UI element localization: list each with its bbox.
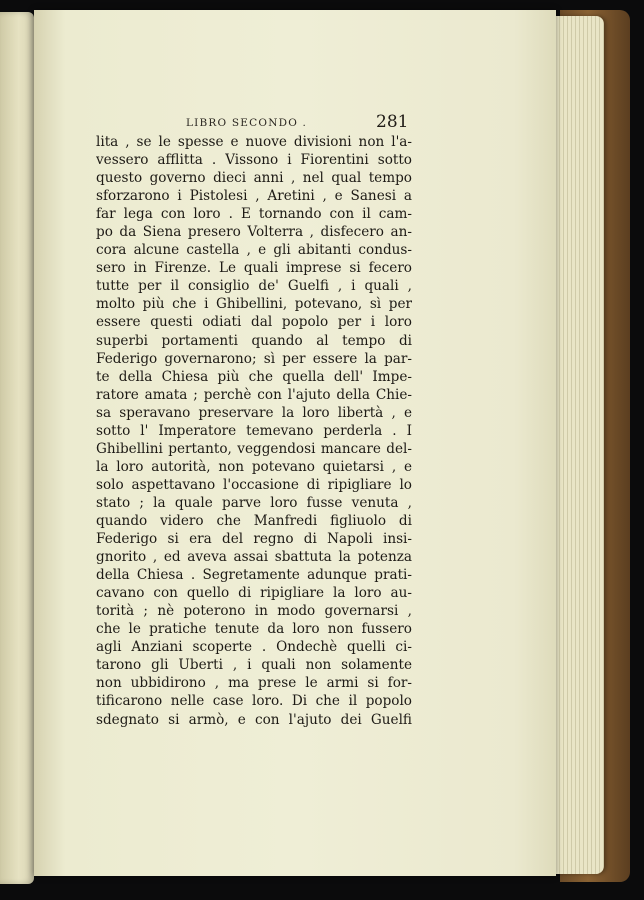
- page-number: 281: [376, 112, 409, 132]
- text-line: superbi portamenti quando al tempo di: [96, 332, 412, 349]
- text-line: quando videro che Manfredi figliuolo di: [96, 512, 412, 529]
- running-head: LIBRO SECONDO .: [186, 117, 308, 129]
- text-line: questo governo dieci anni , nel qual tempo: [96, 170, 412, 187]
- text-line: sforzarono i Pistolesi , Aretini , e Sanesi a: [96, 188, 412, 205]
- text-line: te della Chiesa più che quella dell' Impe-: [96, 368, 412, 385]
- text-line: far lega con loro . E tornando con il cam-: [96, 206, 412, 223]
- text-line: stato ; la quale parve loro fusse venuta ,: [96, 494, 412, 511]
- text-line: solo aspettavano l'occasione di ripigliare lo: [96, 476, 412, 493]
- text-line: cora alcune castella , e gli abitanti condus-: [96, 242, 412, 259]
- text-line: lita , se le spesse e nuove divisioni non l'a-: [96, 134, 412, 150]
- text-line: agli Anziani scoperte . Ondechè quelli ci-: [96, 639, 412, 656]
- text-line: Ghibellini pertanto, veggendosi mancare del-: [96, 440, 412, 457]
- text-line: sotto l' Imperatore temevano perderla . I: [96, 422, 412, 439]
- text-line: vessero afflitta . Vissono i Fiorentini sotto: [96, 152, 412, 169]
- text-line: po da Siena presero Volterra , disfecero an-: [96, 224, 412, 241]
- text-line: della Chiesa . Segretamente adunque prati-: [96, 567, 412, 584]
- left-page-edge: [0, 12, 34, 884]
- text-line: tificarono nelle case loro. Di che il popolo: [96, 693, 412, 710]
- text-line: ratore amata ; perchè con l'ajuto della Chie-: [96, 386, 412, 403]
- text-line: sdegnato si armò, e con l'ajuto dei Guelfi: [96, 711, 412, 728]
- text-line: Federigo governarono; sì per essere la par-: [96, 350, 412, 367]
- text-line: molto più che i Ghibellini, potevano, sì per: [96, 296, 412, 313]
- text-line: tutte per il consiglio de' Guelfi , i quali ,: [96, 278, 412, 295]
- text-line: torità ; nè poterono in modo governarsi ,: [96, 603, 412, 620]
- text-line: Federigo si era del regno di Napoli insi-: [96, 531, 412, 548]
- text-line: la loro autorità, non potevano quietarsi , e: [96, 458, 412, 475]
- text-line: non ubbidirono , ma prese le armi si for-: [96, 675, 412, 692]
- text-line: tarono gli Uberti , i quali non solamente: [96, 657, 412, 674]
- text-line: sa speravano preservare la loro libertà , e: [96, 404, 412, 421]
- text-line: che le pratiche tenute da loro non fussero: [96, 621, 412, 638]
- text-line: essere questi odiati dal popolo per i loro: [96, 314, 412, 331]
- text-line: gnorito , ed aveva assai sbattuta la potenza: [96, 549, 412, 566]
- text-line: cavano con quello di ripigliare la loro au-: [96, 585, 412, 602]
- body-text: [96, 133, 412, 729]
- text-line: sero in Firenze. Le quali imprese si fecero: [96, 260, 412, 277]
